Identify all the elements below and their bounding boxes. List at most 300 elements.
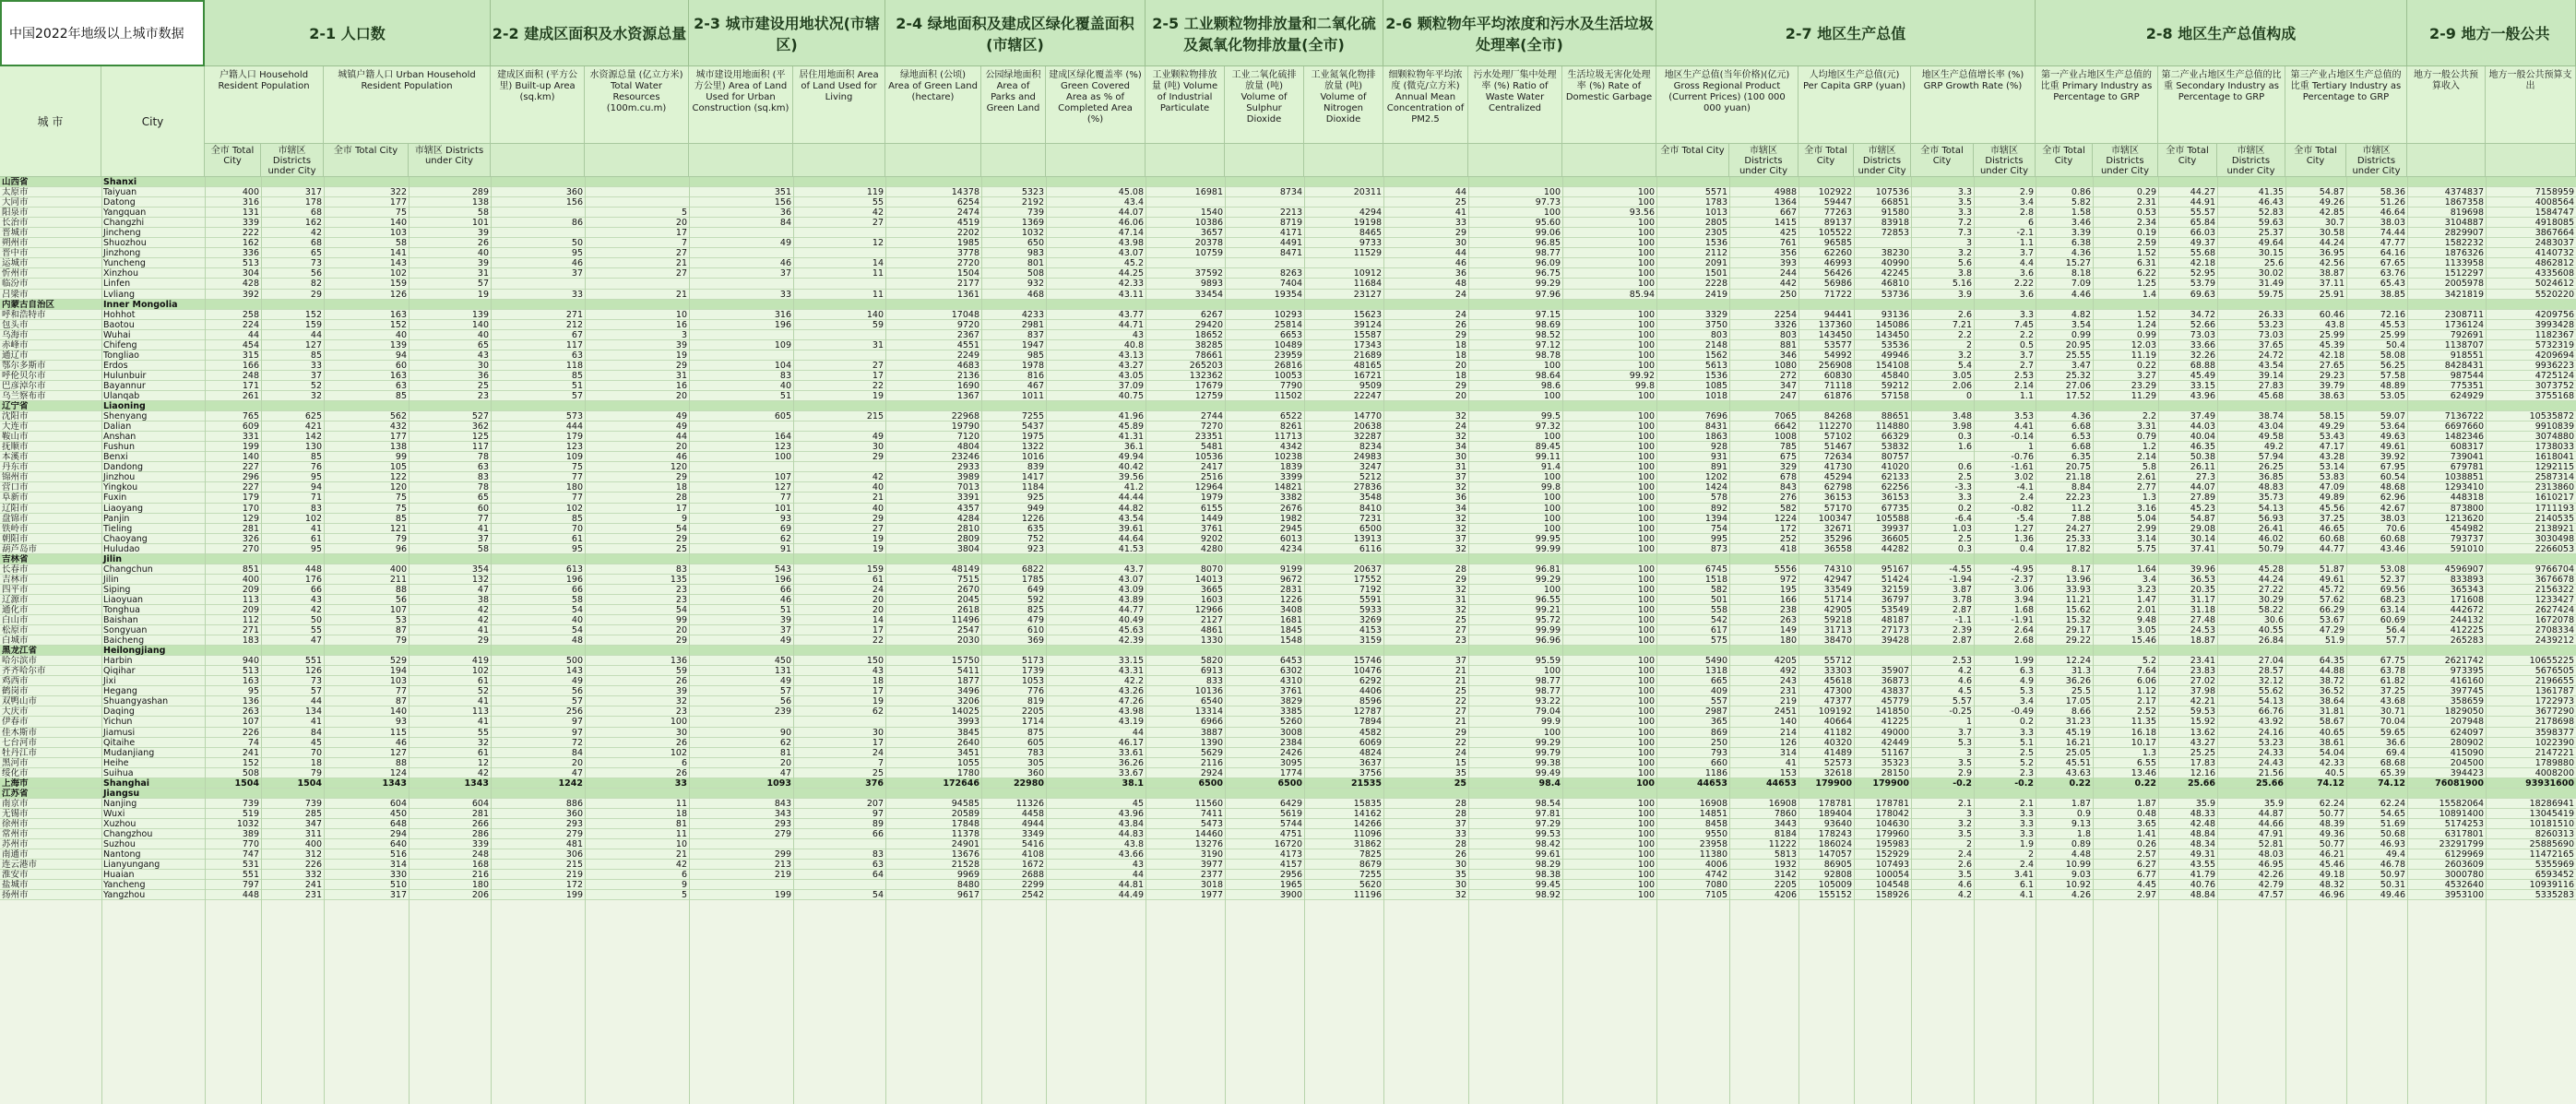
value-cell[interactable]: 72853 (1881, 228, 1909, 239)
value-cell[interactable]: 58.67 (2319, 717, 2345, 728)
value-cell[interactable]: 27 (872, 523, 884, 534)
value-cell[interactable]: 38.74 (2258, 411, 2284, 422)
value-cell[interactable]: 2676 (1279, 503, 1302, 514)
value-cell[interactable]: 10 (675, 839, 687, 850)
value-cell[interactable]: 392 (242, 289, 259, 300)
table-row[interactable] (0, 605, 2576, 615)
value-cell[interactable]: 5732319 (2534, 339, 2574, 350)
value-cell[interactable]: 28 (1454, 839, 1466, 850)
value-cell[interactable]: 44.87 (2258, 808, 2284, 819)
city-cn-cell[interactable]: 阜新市 (2, 493, 29, 504)
value-cell[interactable]: 100 (1543, 493, 1561, 504)
city-en-cell[interactable]: Tonghua (103, 604, 140, 615)
value-cell[interactable]: 442 (1779, 279, 1797, 290)
value-cell[interactable]: 59.07 (2380, 411, 2405, 422)
value-cell[interactable]: 2192 (1021, 197, 1044, 208)
value-cell[interactable]: 96 (395, 543, 407, 554)
value-cell[interactable]: 24 (1454, 421, 1466, 433)
value-cell[interactable]: 837 (1027, 329, 1044, 340)
value-cell[interactable]: 11529 (1353, 248, 1382, 259)
value-cell[interactable]: 98.42 (1535, 839, 1561, 850)
value-cell[interactable]: 339 (471, 839, 489, 850)
value-cell[interactable]: 1.47 (2136, 594, 2156, 605)
table-row[interactable] (0, 880, 2576, 890)
value-cell[interactable]: 11684 (1353, 279, 1382, 290)
value-cell[interactable]: 38.03 (2380, 218, 2405, 229)
value-cell[interactable]: 42.33 (2319, 757, 2345, 768)
value-cell[interactable]: 196 (774, 574, 791, 585)
value-cell[interactable]: 6254 (956, 197, 979, 208)
value-cell[interactable]: 40.8 (1123, 339, 1144, 350)
value-cell[interactable]: 23 (675, 706, 687, 718)
value-cell[interactable]: 66 (779, 584, 791, 595)
value-cell[interactable]: 44.24 (2258, 574, 2284, 585)
value-cell[interactable]: 393 (1779, 258, 1797, 269)
value-cell[interactable]: 3.16 (2136, 503, 2156, 514)
value-cell[interactable]: 3.27 (2136, 370, 2156, 381)
value-cell[interactable]: 825 (1027, 604, 1044, 615)
value-cell[interactable]: 271 (242, 625, 259, 636)
value-cell[interactable]: 582 (1710, 584, 1727, 595)
value-cell[interactable]: 5173 (1021, 656, 1044, 667)
city-en-cell[interactable]: Taiyuan (103, 187, 137, 198)
city-en-cell[interactable]: Huludao (103, 543, 140, 554)
value-cell[interactable]: 1093 (766, 778, 791, 789)
value-cell[interactable]: 293 (565, 818, 583, 829)
value-cell[interactable]: 1080 (1774, 360, 1797, 371)
value-cell[interactable]: 4173 (1279, 849, 1302, 861)
value-cell[interactable]: 624929 (2450, 390, 2484, 401)
value-cell[interactable]: 10.99 (2065, 860, 2091, 871)
value-cell[interactable]: 1977 (1200, 890, 1223, 901)
value-cell[interactable]: 1369 (1021, 218, 1044, 229)
value-cell[interactable]: 99.9 (1540, 717, 1561, 728)
value-cell[interactable]: 100 (1637, 482, 1655, 493)
value-cell[interactable]: 4458 (1021, 808, 1044, 819)
value-cell[interactable]: 141850 (1875, 706, 1909, 718)
value-cell[interactable]: 14162 (1353, 808, 1382, 819)
value-cell[interactable]: 102922 (1818, 187, 1852, 198)
value-cell[interactable]: 3.4 (2019, 197, 2034, 208)
value-cell[interactable]: 49.18 (2319, 870, 2345, 881)
value-cell[interactable]: 3329 (1704, 309, 1727, 320)
value-cell[interactable]: 39.96 (2190, 564, 2215, 575)
value-cell[interactable]: 4.82 (2071, 309, 2091, 320)
value-cell[interactable]: 11.35 (2131, 717, 2156, 728)
city-cn-cell[interactable]: 包头市 (2, 319, 29, 330)
value-cell[interactable]: 79 (310, 767, 322, 778)
value-cell[interactable]: 57158 (1881, 390, 1909, 401)
value-cell[interactable]: 59.65 (2380, 727, 2405, 738)
value-cell[interactable]: 125 (471, 432, 489, 443)
value-cell[interactable]: 31.17 (2190, 594, 2215, 605)
value-cell[interactable]: 54.65 (2380, 808, 2405, 819)
value-cell[interactable]: 49 (779, 676, 791, 687)
value-cell[interactable]: 14460 (1194, 829, 1223, 839)
value-cell[interactable]: 23246 (951, 452, 979, 463)
value-cell[interactable]: 17 (872, 686, 884, 697)
value-cell[interactable]: 25 (675, 543, 687, 554)
value-cell[interactable]: 45.63 (1118, 625, 1144, 636)
value-cell[interactable]: 57 (571, 696, 583, 707)
value-cell[interactable]: 56 (310, 268, 322, 279)
value-cell[interactable]: 49.4 (2385, 849, 2405, 861)
value-cell[interactable]: 66.29 (2319, 604, 2345, 615)
value-cell[interactable]: 43.98 (1118, 706, 1144, 718)
value-cell[interactable]: 74.12 (2377, 778, 2405, 789)
value-cell[interactable]: 100 (1637, 860, 1655, 871)
value-cell[interactable]: 80757 (1881, 452, 1909, 463)
value-cell[interactable] (793, 330, 885, 340)
value-cell[interactable]: 199 (242, 442, 259, 453)
value-cell[interactable]: 3.39 (2071, 228, 2091, 239)
value-cell[interactable]: 49.64 (2258, 238, 2284, 249)
value-cell[interactable]: 107 (242, 717, 259, 728)
value-cell[interactable]: 851 (242, 564, 259, 575)
city-en-cell[interactable]: Bayannur (103, 380, 146, 391)
value-cell[interactable]: 1242 (558, 778, 583, 789)
value-cell[interactable]: 33.66 (2190, 339, 2215, 350)
value-cell[interactable]: 50.31 (2380, 880, 2405, 891)
value-cell[interactable]: 10181510 (2529, 818, 2574, 829)
value-cell[interactable]: 199 (774, 890, 791, 901)
value-cell[interactable]: 5335283 (2534, 890, 2574, 901)
value-cell[interactable]: 100 (774, 452, 791, 463)
value-cell[interactable]: 2.77 (2136, 482, 2156, 493)
value-cell[interactable]: 26 (477, 238, 489, 249)
value-cell[interactable]: 79.04 (1535, 706, 1561, 718)
value-cell[interactable]: 65 (477, 339, 489, 350)
value-cell[interactable]: 59.75 (2258, 289, 2284, 300)
value-cell[interactable]: 32 (1454, 432, 1466, 443)
value-cell[interactable]: 3104887 (2444, 218, 2484, 229)
city-en-cell[interactable]: Wuhai (103, 329, 131, 340)
value-cell[interactable]: 83 (477, 472, 489, 483)
value-cell[interactable]: 4157 (1279, 860, 1302, 871)
value-cell[interactable]: 2.3 (2019, 767, 2034, 778)
value-cell[interactable]: 99.5 (1540, 411, 1561, 422)
value-cell[interactable]: 873800 (2450, 503, 2484, 514)
value-cell[interactable]: 50.77 (2319, 839, 2345, 850)
value-cell[interactable]: 93931600 (2525, 778, 2574, 789)
value-cell[interactable]: 20.35 (2190, 584, 2215, 595)
value-cell[interactable]: 27 (675, 248, 687, 259)
value-cell[interactable]: 100 (1543, 503, 1561, 514)
city-en-cell[interactable]: Changchun (103, 564, 153, 575)
value-cell[interactable]: 665 (1710, 676, 1727, 687)
value-cell[interactable]: 96.55 (1535, 594, 1561, 605)
value-cell[interactable]: 45.39 (2319, 339, 2345, 350)
value-cell[interactable]: 79 (395, 533, 407, 544)
value-cell[interactable]: 1.3 (2142, 747, 2156, 758)
value-cell[interactable]: 20 (779, 757, 791, 768)
value-cell[interactable]: 1322 (1021, 442, 1044, 453)
value-cell[interactable]: 11713 (1274, 432, 1302, 443)
value-cell[interactable]: 4234 (1279, 543, 1302, 554)
value-cell[interactable]: 27 (872, 218, 884, 229)
value-cell[interactable]: 3.5 (1957, 829, 1972, 839)
value-cell[interactable]: 925 (1027, 493, 1044, 504)
value-cell[interactable]: 2805 (1704, 218, 1727, 229)
value-cell[interactable]: 206 (471, 890, 489, 901)
value-cell[interactable]: 1008 (1774, 432, 1797, 443)
value-cell[interactable]: 97 (571, 727, 583, 738)
value-cell[interactable]: 369 (1027, 635, 1044, 647)
value-cell[interactable]: -1.1 (1954, 615, 1972, 626)
value-cell[interactable]: 61.82 (2380, 676, 2405, 687)
value-cell[interactable]: 22 (1454, 737, 1466, 748)
value-cell[interactable]: 78661 (1194, 350, 1223, 361)
city-cn-cell[interactable]: 苏州市 (2, 839, 29, 850)
value-cell[interactable]: 81 (779, 747, 791, 758)
city-cn-cell[interactable]: 铁岭市 (2, 523, 29, 534)
value-cell[interactable]: 46993 (1823, 258, 1852, 269)
value-cell[interactable]: 892 (1710, 503, 1727, 514)
value-cell[interactable]: 336 (242, 248, 259, 259)
value-cell[interactable]: 20 (1454, 360, 1466, 371)
value-cell[interactable]: 15746 (1353, 656, 1382, 667)
value-cell[interactable]: 66329 (1881, 432, 1909, 443)
table-row[interactable] (0, 279, 2576, 289)
value-cell[interactable]: 582 (1779, 503, 1797, 514)
value-cell[interactable]: 843 (774, 798, 791, 809)
value-cell[interactable]: 1394 (1704, 513, 1727, 524)
value-cell[interactable]: 15623 (1353, 309, 1382, 320)
value-cell[interactable]: 3900 (1279, 890, 1302, 901)
value-cell[interactable]: 60.68 (2319, 533, 2345, 544)
value-cell[interactable]: 17848 (951, 818, 979, 829)
value-cell[interactable]: 100 (1637, 717, 1655, 728)
value-cell[interactable]: 137360 (1818, 319, 1852, 330)
value-cell[interactable]: 6697660 (2444, 421, 2484, 433)
value-cell[interactable]: 22968 (951, 411, 979, 422)
value-cell[interactable]: 1.8 (2076, 829, 2091, 839)
value-cell[interactable]: 32 (1454, 482, 1466, 493)
value-cell[interactable]: 3.2 (1957, 350, 1972, 361)
value-cell[interactable]: 45294 (1823, 472, 1852, 483)
value-cell[interactable]: 100 (1543, 187, 1561, 198)
value-cell[interactable]: 306 (565, 849, 583, 861)
value-cell[interactable]: 280902 (2450, 737, 2484, 748)
value-cell[interactable]: 2829907 (2444, 228, 2484, 239)
value-cell[interactable]: 95 (310, 472, 322, 483)
value-cell[interactable]: 59.63 (2258, 218, 2284, 229)
value-cell[interactable]: 100 (1637, 503, 1655, 514)
value-cell[interactable]: 48149 (951, 564, 979, 575)
value-cell[interactable]: 2981 (1021, 319, 1044, 330)
value-cell[interactable]: 1504 (297, 778, 322, 789)
value-cell[interactable]: 53 (395, 615, 407, 626)
value-cell[interactable]: 47 (571, 767, 583, 778)
value-cell[interactable]: 1361787 (2534, 686, 2574, 697)
value-cell[interactable]: 2587314 (2534, 472, 2574, 483)
value-cell[interactable]: 196 (774, 319, 791, 330)
value-cell[interactable]: 126 (304, 666, 322, 677)
value-cell[interactable]: 53.79 (2190, 279, 2215, 290)
value-cell[interactable]: 360 (1027, 767, 1044, 778)
value-cell[interactable]: 873 (1710, 543, 1727, 554)
value-cell[interactable]: 3.94 (2013, 594, 2034, 605)
city-cn-cell[interactable]: 忻州市 (2, 268, 29, 279)
value-cell[interactable]: 100 (1637, 798, 1655, 809)
value-cell[interactable]: 138 (389, 442, 407, 453)
value-cell[interactable]: 243 (1779, 676, 1797, 687)
value-cell[interactable]: 3.3 (2019, 808, 2034, 819)
value-cell[interactable]: 58.15 (2319, 411, 2345, 422)
value-cell[interactable]: 2213 (1279, 208, 1302, 219)
value-cell[interactable]: 25.6 (2263, 258, 2284, 269)
value-cell[interactable]: 4294 (1359, 208, 1382, 219)
value-cell[interactable]: 41 (477, 523, 489, 534)
value-cell[interactable]: 3.4 (2142, 574, 2156, 585)
value-cell[interactable]: 5355969 (2534, 860, 2574, 871)
value-cell[interactable]: -4.95 (2011, 564, 2034, 575)
value-cell[interactable]: 17679 (1194, 380, 1223, 391)
value-cell[interactable]: -0.14 (2011, 432, 2034, 443)
city-cn-cell[interactable]: 白城市 (2, 635, 29, 647)
value-cell[interactable]: 25885690 (2529, 839, 2574, 850)
value-cell[interactable]: 100 (1637, 390, 1655, 401)
value-cell[interactable]: 330 (389, 870, 407, 881)
value-cell[interactable]: 25.91 (2319, 289, 2345, 300)
value-cell[interactable]: 100 (1637, 767, 1655, 778)
value-cell[interactable]: 281 (242, 523, 259, 534)
value-cell[interactable]: 44.07 (1118, 208, 1144, 219)
value-cell[interactable]: 5.8 (2142, 462, 2156, 473)
value-cell[interactable]: 322 (389, 187, 407, 198)
value-cell[interactable]: 11.21 (2065, 594, 2091, 605)
value-cell[interactable]: 783 (1027, 747, 1044, 758)
value-cell[interactable]: 0.26 (2136, 839, 2156, 850)
value-cell[interactable]: 1536 (1704, 370, 1727, 381)
table-row[interactable] (0, 748, 2576, 758)
value-cell[interactable]: 59.53 (2190, 706, 2215, 718)
value-cell[interactable]: 109 (774, 339, 791, 350)
value-cell[interactable]: 1032 (1021, 228, 1044, 239)
value-cell[interactable]: 51467 (1823, 442, 1852, 453)
value-cell[interactable]: 97.15 (1535, 309, 1561, 320)
value-cell[interactable] (1225, 258, 1304, 268)
value-cell[interactable]: 5676505 (2534, 666, 2574, 677)
value-cell[interactable]: 100 (1637, 686, 1655, 697)
value-cell[interactable]: 1739 (1021, 666, 1044, 677)
value-cell[interactable]: 32 (1454, 890, 1466, 901)
value-cell[interactable]: 95 (571, 248, 583, 259)
value-cell[interactable]: 98.64 (1535, 370, 1561, 381)
value-cell[interactable]: 40.65 (2319, 727, 2345, 738)
value-cell[interactable]: 1504 (234, 778, 259, 789)
value-cell[interactable]: 219 (565, 870, 583, 881)
value-cell[interactable]: 987544 (2450, 370, 2484, 381)
value-cell[interactable]: 73 (310, 258, 322, 269)
value-cell[interactable]: 44.27 (2190, 187, 2215, 198)
city-en-cell[interactable]: Baishan (103, 615, 138, 626)
value-cell[interactable]: 99.8 (1540, 482, 1561, 493)
value-cell[interactable]: 36153 (1823, 493, 1852, 504)
value-cell[interactable]: 272 (1779, 370, 1797, 381)
city-en-cell[interactable]: Shanxi (103, 177, 137, 187)
value-cell[interactable]: 100 (1637, 890, 1655, 901)
table-row[interactable] (0, 564, 2576, 575)
table-row[interactable] (0, 340, 2576, 350)
value-cell[interactable]: 0.3 (1957, 432, 1972, 443)
table-row[interactable] (0, 829, 2576, 839)
value-cell[interactable]: 120 (670, 462, 687, 473)
value-cell[interactable]: 123 (774, 442, 791, 453)
value-cell[interactable]: 241 (242, 747, 259, 758)
value-cell[interactable]: 6155 (1200, 503, 1223, 514)
city-en-cell[interactable]: Datong (103, 197, 136, 208)
value-cell[interactable]: 1603 (1200, 594, 1223, 605)
value-cell[interactable]: 178243 (1818, 829, 1852, 839)
value-cell[interactable]: 84 (310, 727, 322, 738)
value-cell[interactable]: 578 (1710, 493, 1727, 504)
value-cell[interactable]: 448318 (2450, 493, 2484, 504)
value-cell[interactable]: 62 (779, 737, 791, 748)
value-cell[interactable]: 347 (1779, 380, 1797, 391)
value-cell[interactable]: 36558 (1823, 543, 1852, 554)
value-cell[interactable]: 250 (1779, 289, 1797, 300)
city-cn-cell[interactable]: 通化市 (2, 604, 29, 615)
value-cell[interactable]: 4804 (956, 442, 979, 453)
value-cell[interactable]: 5 (681, 208, 687, 219)
value-cell[interactable]: 265203 (1189, 360, 1223, 371)
value-cell[interactable]: 84 (571, 747, 583, 758)
province-row[interactable] (0, 646, 2576, 656)
value-cell[interactable]: 231 (304, 890, 322, 901)
value-cell[interactable]: 575 (1710, 635, 1727, 647)
value-cell[interactable]: 99.92 (1629, 370, 1655, 381)
value-cell[interactable]: 31 (1454, 462, 1466, 473)
value-cell[interactable]: 77 (571, 472, 583, 483)
value-cell[interactable]: 99.21 (1535, 604, 1561, 615)
value-cell[interactable]: 74.12 (2316, 778, 2345, 789)
value-cell[interactable]: 2439212 (2534, 635, 2574, 647)
value-cell[interactable]: 60.54 (2380, 472, 2405, 483)
value-cell[interactable]: 316 (242, 197, 259, 208)
value-cell[interactable]: 4861 (1200, 625, 1223, 636)
value-cell[interactable] (689, 350, 793, 361)
value-cell[interactable]: 10489 (1274, 339, 1302, 350)
value-cell[interactable]: 99.38 (1535, 757, 1561, 768)
value-cell[interactable]: 41 (310, 523, 322, 534)
value-cell[interactable]: 3677290 (2534, 706, 2574, 718)
city-en-cell[interactable]: Xinzhou (103, 268, 139, 279)
value-cell[interactable]: 56 (571, 686, 583, 697)
value-cell[interactable]: 55.57 (2190, 208, 2215, 219)
city-cn-cell[interactable]: 通辽市 (2, 350, 29, 361)
value-cell[interactable]: 7.2 (1957, 218, 1972, 229)
value-cell[interactable]: 24983 (1353, 452, 1382, 463)
value-cell[interactable]: 51.9 (2324, 635, 2345, 647)
value-cell[interactable]: 212 (565, 319, 583, 330)
value-cell[interactable]: 3.41 (2013, 870, 2034, 881)
value-cell[interactable]: 180 (1779, 635, 1797, 647)
value-cell[interactable]: 2483037 (2534, 238, 2574, 249)
value-cell[interactable]: 121 (389, 523, 407, 534)
value-cell[interactable]: 57 (571, 390, 583, 401)
value-cell[interactable]: 833 (1205, 676, 1223, 687)
value-cell[interactable]: 2045 (956, 594, 979, 605)
value-cell[interactable]: 100 (1637, 808, 1655, 819)
table-row[interactable] (0, 320, 2576, 330)
value-cell[interactable]: 35.73 (2258, 493, 2284, 504)
value-cell[interactable]: 44.66 (2258, 818, 2284, 829)
city-cn-cell[interactable]: 大同市 (2, 197, 29, 208)
value-cell[interactable]: 9199 (1279, 564, 1302, 575)
value-cell[interactable]: 43.09 (1118, 584, 1144, 595)
value-cell[interactable]: 36.85 (2258, 472, 2284, 483)
